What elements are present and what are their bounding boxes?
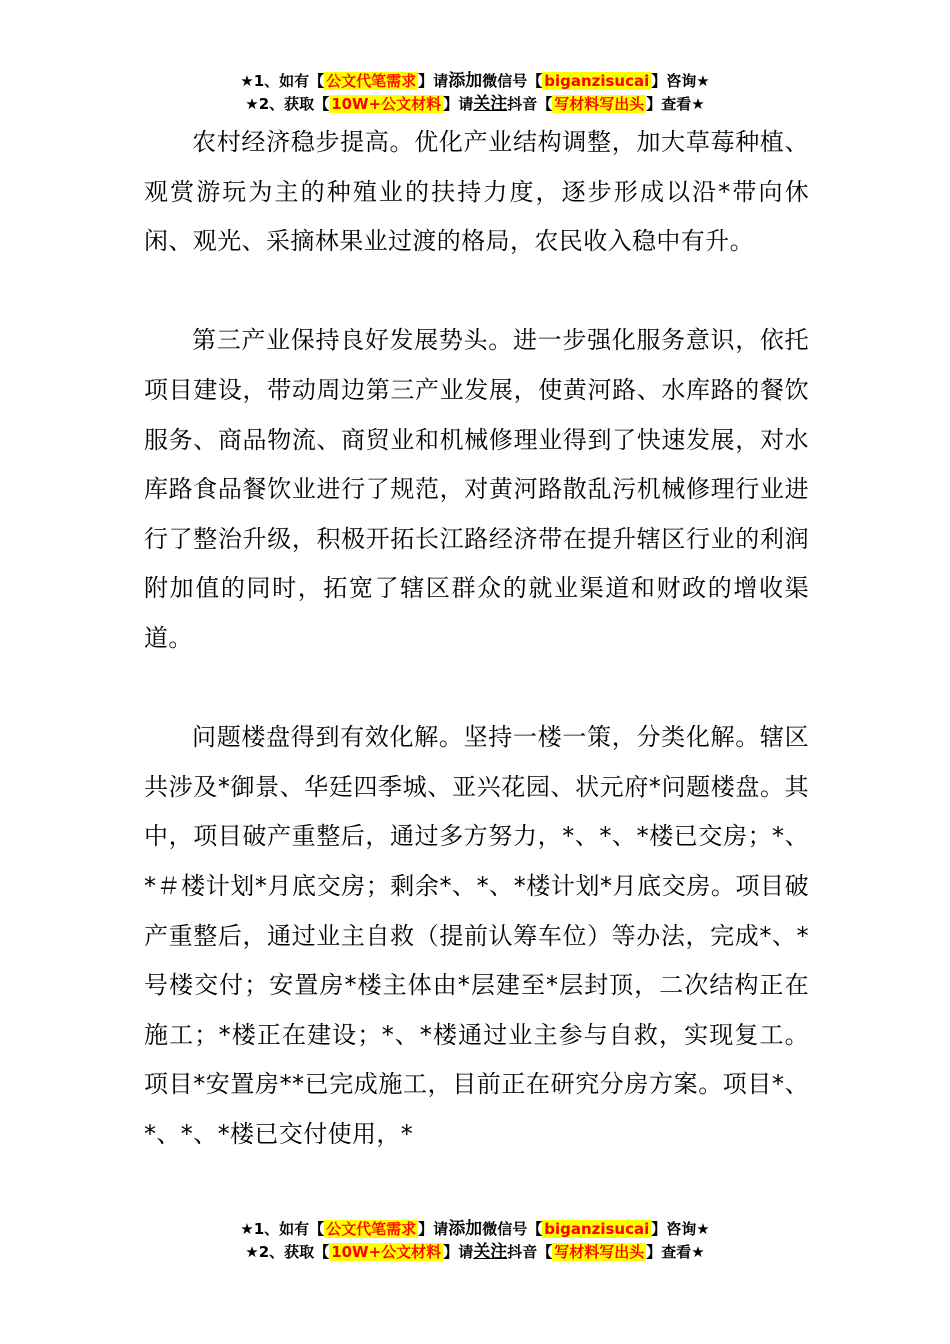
banner-line-2 bbox=[0, 1241, 950, 1264]
banner-text-add: 添加 bbox=[448, 1219, 483, 1239]
highlight-douyin-account: 写材料写出头 bbox=[554, 1243, 645, 1261]
highlight-writing-service: 公文代笔需求 bbox=[326, 1220, 417, 1238]
banner-text: 抖音【 bbox=[507, 1243, 553, 1261]
banner-text: ★1、如有【 bbox=[240, 72, 325, 90]
banner-line-2 bbox=[0, 93, 950, 116]
banner-line-1 bbox=[0, 70, 950, 93]
banner-text: ★1、如有【 bbox=[240, 1220, 325, 1238]
paragraph-problem-housing: 问题楼盘得到有效化解。坚持一楼一策，分类化解。辖区共涉及*御景、华廷四季城、亚兴花园、状元府*问题楼盘。其中，项目破产重整后，通过多方努力，*、*、*楼已交房；*、*＃楼计划*月底交房；剩余*、*、*楼计划*月底交房。项目破产重整后，通过业主自救（提前认筹车位）等办法，完成*、*号楼交付；安置房*楼主体由*层建至*层封顶，二次结构正在施工；*楼正在建设；*、*楼通过业主参与自救，实现复工。项目*安置房**已完成施工，目前正在研究分房方案。项目*、*、*、*楼已交付使用，* bbox=[144, 723, 809, 1148]
document-body bbox=[144, 118, 809, 1159]
banner-text-follow: 关注 bbox=[473, 94, 508, 114]
highlight-materials: 10W+公文材料 bbox=[331, 95, 442, 113]
banner-text: 】请 bbox=[443, 95, 474, 113]
banner-text: 】请 bbox=[418, 1220, 449, 1238]
highlight-wechat-id: biganzisucai bbox=[544, 72, 650, 90]
banner-text: 微信号【 bbox=[482, 1220, 543, 1238]
banner-text: 】咨询★ bbox=[651, 72, 710, 90]
banner-text: ★2、获取【 bbox=[245, 1243, 330, 1261]
highlight-douyin-account: 写材料写出头 bbox=[554, 95, 645, 113]
footer-banner bbox=[0, 1218, 950, 1264]
banner-text: 微信号【 bbox=[482, 72, 543, 90]
paragraph-tertiary-industry: 第三产业保持良好发展势头。进一步强化服务意识，依托项目建设，带动周边第三产业发展，使黄河路、水库路的餐饮服务、商品物流、商贸业和机械修理业得到了快速发展，对水库路食品餐饮业进行了规范，对黄河路散乱污机械修理行业进行了整治升级，积极开拓长江路经济带在提升辖区行业的利润附加值的同时，拓宽了辖区群众的就业渠道和财政的增收渠道。 bbox=[144, 326, 809, 652]
banner-text: 】查看★ bbox=[646, 1243, 705, 1261]
banner-text: 】请 bbox=[443, 1243, 474, 1261]
highlight-writing-service: 公文代笔需求 bbox=[326, 72, 417, 90]
highlight-wechat-id: biganzisucai bbox=[544, 1220, 650, 1238]
header-banner bbox=[0, 70, 950, 116]
banner-text-add: 添加 bbox=[448, 71, 483, 91]
banner-text: 】咨询★ bbox=[651, 1220, 710, 1238]
banner-line-1 bbox=[0, 1218, 950, 1241]
banner-text: 】查看★ bbox=[646, 95, 705, 113]
banner-text-follow: 关注 bbox=[473, 1242, 508, 1262]
banner-text: 抖音【 bbox=[507, 95, 553, 113]
banner-text: 】请 bbox=[418, 72, 449, 90]
paragraph-rural-economy: 农村经济稳步提高。优化产业结构调整，加大草莓种植、观赏游玩为主的种殖业的扶持力度，逐步形成以沿*带向休闲、观光、采摘林果业过渡的格局，农民收入稳中有升。 bbox=[144, 128, 809, 256]
banner-text: ★2、获取【 bbox=[245, 95, 330, 113]
highlight-materials: 10W+公文材料 bbox=[331, 1243, 442, 1261]
